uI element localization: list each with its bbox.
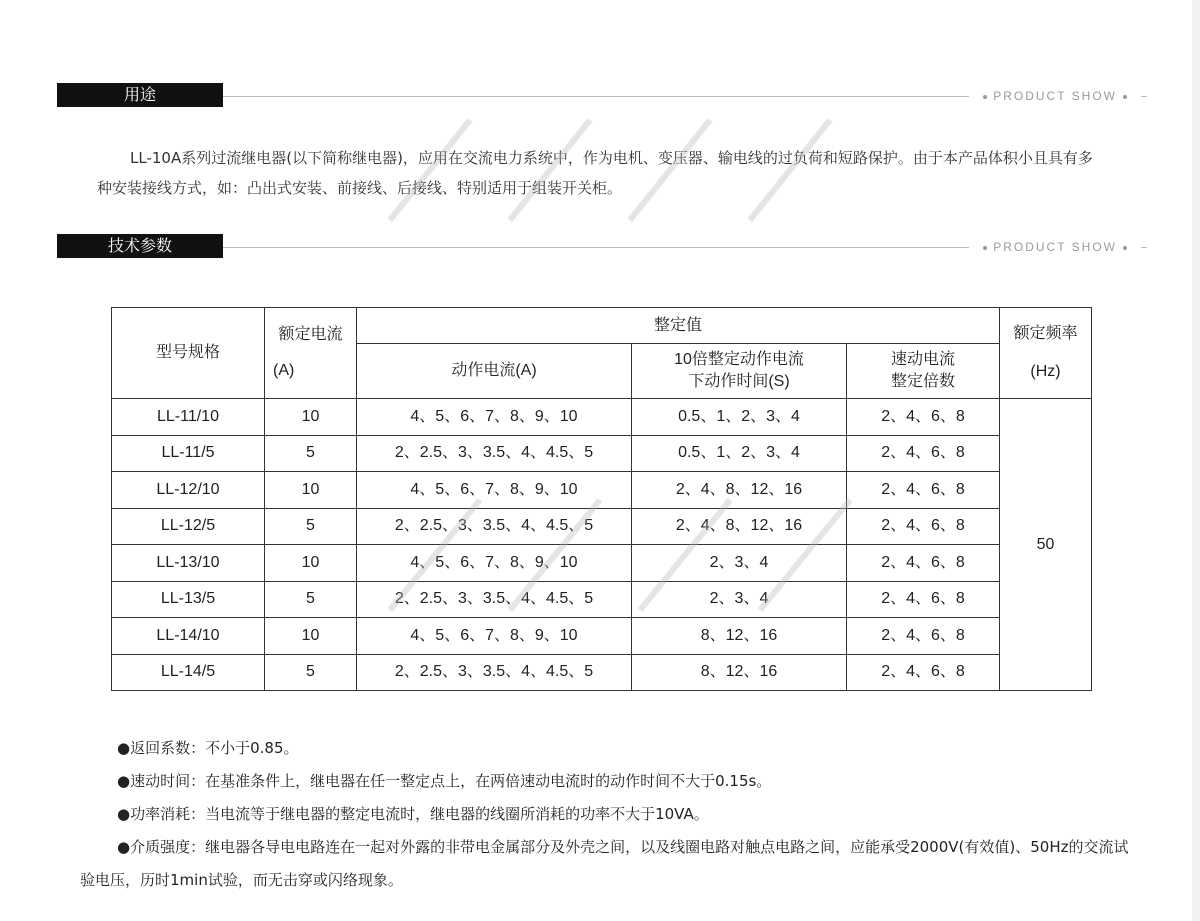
cell-time: 0.5、1、2、3、4 [632,435,847,472]
cell-action: 2、2.5、3、3.5、4、4.5、5 [357,508,632,545]
dot-icon [983,246,987,250]
table-header-row [112,308,1092,344]
cell-model: LL-13/5 [112,581,265,618]
cell-action: 2、2.5、3、3.5、4、4.5、5 [357,581,632,618]
cell-action: 2、2.5、3、3.5、4、4.5、5 [357,654,632,691]
header-frequency-line1: 额定频率 [1013,325,1078,342]
cell-time: 2、4、8、12、16 [632,472,847,509]
table-row [112,618,1092,655]
dot-icon [1123,95,1127,99]
cell-rated: 10 [265,399,357,436]
cell-action: 4、5、6、7、8、9、10 [357,399,632,436]
cell-model: LL-13/10 [112,545,265,582]
cell-rated: 5 [265,581,357,618]
dot-icon [983,95,987,99]
note-item: ●介质强度：继电器各导电电路连在一起对外露的非带电金属部分及外壳之间，以及线圈电路对触点电路之间，应能承受2000V(有效值)、50Hz的交流试验电压，历时1min试验，而无击穿或闪络现象。 [80,838,1129,889]
cell-time: 8、12、16 [632,654,847,691]
cell-action: 4、5、6、7、8、9、10 [357,545,632,582]
cell-frequency: 50 [1000,399,1092,691]
cell-time: 2、4、8、12、16 [632,508,847,545]
header-rated-current-line2: (A) [273,362,295,379]
header-quick-line2: 整定倍数 [891,373,956,390]
cell-quick: 2、4、6、8 [847,472,1000,509]
cell-rated: 5 [265,508,357,545]
cell-rated: 10 [265,472,357,509]
table-row [112,654,1092,691]
dot-icon [1123,246,1127,250]
cell-time: 2、3、4 [632,545,847,582]
spec-notes [80,732,1130,897]
cell-model: LL-14/10 [112,618,265,655]
header-rated-current-line1: 额定电流 [278,326,343,343]
cell-rated: 10 [265,618,357,655]
section-tag-text: PRODUCT SHOW [993,240,1117,254]
cell-quick: 2、4、6、8 [847,618,1000,655]
cell-model: LL-12/10 [112,472,265,509]
cell-quick: 2、4、6、8 [847,581,1000,618]
header-frequency-line2: (Hz) [1030,363,1061,380]
table-row [112,399,1092,436]
header-action-current: 动作电流(A) [357,344,632,399]
section-title: 技术参数 [57,234,223,258]
header-frequency [1000,308,1092,399]
header-action-time-line2: 下动作时间(S) [688,373,790,390]
cell-rated: 5 [265,435,357,472]
section-tag-text: PRODUCT SHOW [993,89,1117,103]
cell-action: 4、5、6、7、8、9、10 [357,618,632,655]
section-tag [969,238,1141,256]
cell-rated: 5 [265,654,357,691]
table-row [112,472,1092,509]
cell-quick: 2、4、6、8 [847,654,1000,691]
parameters-table [111,307,1092,691]
section-tag [969,87,1141,105]
table-row [112,435,1092,472]
page-scrollbar[interactable] [1192,0,1200,921]
header-action-time-line1: 10倍整定动作电流 [674,351,804,368]
usage-description [97,143,1097,203]
cell-quick: 2、4、6、8 [847,545,1000,582]
cell-quick: 2、4、6、8 [847,508,1000,545]
cell-model: LL-11/5 [112,435,265,472]
cell-time: 2、3、4 [632,581,847,618]
header-action-time [632,344,847,399]
header-rated-current [265,308,357,399]
cell-quick: 2、4、6、8 [847,435,1000,472]
usage-paragraph: LL-10A系列过流继电器(以下简称继电器)，应用在交流电力系统中，作为电机、变压器、输电线的过负荷和短路保护。由于本产品体积小且具有多种安装接线方式，如：凸出式安装、前接线、后接线、特别适用于组装开关柜。 [97,149,1093,197]
note-item: ●返回系数：不小于0.85。 [117,739,299,757]
header-model: 型号规格 [112,308,265,399]
section-header-params [57,234,1147,258]
note-item: ●功率消耗：当电流等于继电器的整定电流时，继电器的线圈所消耗的功率不大于10VA。 [117,805,709,823]
cell-rated: 10 [265,545,357,582]
cell-time: 0.5、1、2、3、4 [632,399,847,436]
table-row [112,508,1092,545]
header-quick-line1: 速动电流 [891,351,956,368]
cell-action: 2、2.5、3、3.5、4、4.5、5 [357,435,632,472]
section-header-usage [57,83,1147,107]
cell-model: LL-12/5 [112,508,265,545]
table-row [112,581,1092,618]
header-quick-multiple [847,344,1000,399]
table-row [112,545,1092,582]
section-title: 用途 [57,83,223,107]
cell-time: 8、12、16 [632,618,847,655]
cell-quick: 2、4、6、8 [847,399,1000,436]
header-setting-group: 整定值 [357,308,1000,344]
note-item: ●速动时间：在基准条件上，继电器在任一整定点上，在两倍速动电流时的动作时间不大于0.15s。 [117,772,772,790]
cell-model: LL-11/10 [112,399,265,436]
cell-action: 4、5、6、7、8、9、10 [357,472,632,509]
cell-model: LL-14/5 [112,654,265,691]
